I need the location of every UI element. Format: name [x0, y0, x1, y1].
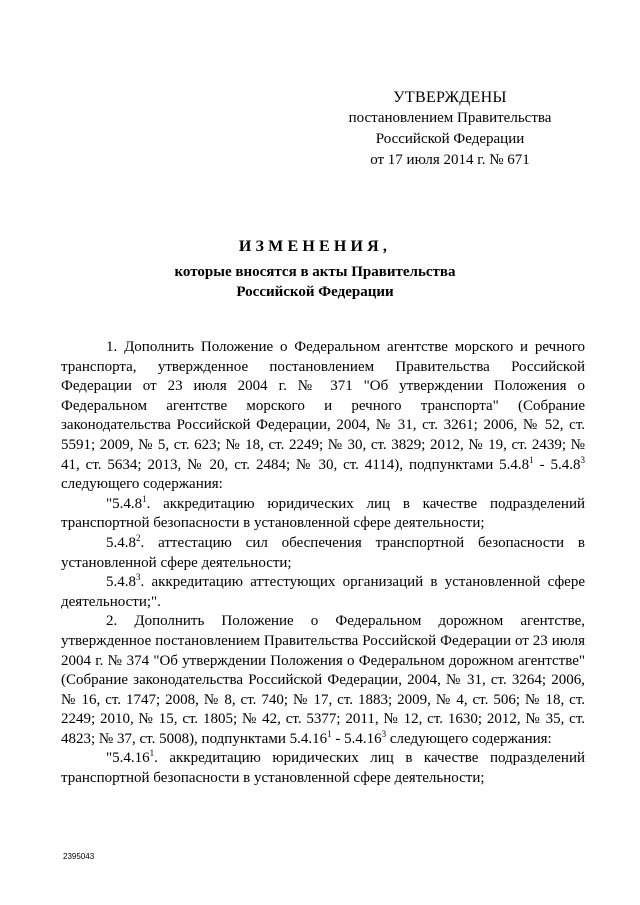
title-subtitle-2: Российской Федерации: [236, 284, 394, 300]
paragraph-6: [61, 749, 585, 788]
approval-line-3: от 17 июля 2014 г. № 671: [370, 152, 530, 168]
paragraph-1-sup-b: 3: [580, 454, 585, 465]
paragraph-5-text: 2. Дополнить Положение о Федеральном дорожном агентстве, утвержденное постановлением Правительства Российской Федерации от 23 июля 2004 г. № 374 "Об утверждении Положения о Федеральном дорожном агентстве" (Собрание законодательства Российской Федерации, 2004, № 31, ст. 3264; 2006, № 16, ст. 1747; 2008, № 8, ст. 740; № 17, ст. 1883; 2009, № 4, ст. 506; № 18, ст. 2249; 2010, № 15, ст. 1805; № 42, ст. 5377; 2011, № 12, ст. 1630; 2012, № 35, ст. 4823; № 37, ст. 5008), подпунктами 5.4.16: [61, 613, 585, 747]
paragraph-1: [61, 338, 585, 495]
paragraph-4: [61, 573, 585, 612]
approval-block: [330, 87, 570, 171]
paragraph-3-sup: 2: [136, 532, 141, 543]
approval-heading: УТВЕРЖДЕНЫ: [393, 89, 507, 106]
title-main: ИЗМЕНЕНИЯ,: [238, 238, 392, 255]
paragraph-3-text: . аттестацию сил обеспечения транспортной безопасности в установленной сфере деятельности;: [61, 534, 585, 571]
paragraph-3-start: 5.4.8: [106, 534, 136, 551]
paragraph-5: [61, 612, 585, 749]
paragraph-3: [61, 534, 585, 573]
paragraph-1-sup-a: 1: [529, 454, 534, 465]
document-title: [60, 236, 570, 302]
paragraph-2-start: "5.4.8: [106, 495, 143, 512]
paragraph-6-start: "5.4.16: [106, 750, 150, 767]
paragraph-2: [61, 495, 585, 534]
paragraph-4-sup: 3: [136, 572, 141, 583]
paragraph-2-sup: 1: [142, 493, 147, 504]
approval-line-1: постановлением Правительства: [348, 110, 552, 126]
paragraph-5-sup-b: 3: [381, 728, 387, 739]
paragraph-2-text: . аккредитацию юридических лиц в качестве подразделений транспортной безопасности в установленной сфере деятельности;: [61, 495, 585, 532]
document-body: [61, 338, 585, 789]
paragraph-5-sup-a: 1: [327, 728, 332, 739]
document-number: 2395043: [63, 852, 95, 861]
paragraph-1-end: следующего содержания:: [61, 476, 223, 493]
paragraph-5-end: следующего содержания:: [386, 730, 552, 747]
paragraph-4-text: . аккредитацию аттестующих организаций в установленной сфере деятельности;".: [61, 574, 585, 610]
paragraph-5-mid: - 5.4.16: [331, 730, 382, 747]
title-subtitle-1: которые вносятся в акты Правительства: [174, 264, 456, 280]
paragraph-1-text: 1. Дополнить Положение о Федеральном агентстве морского и речного транспорта, утвержденное постановлением Правительства Российской Федерации от 23 июля 2004 г. № 371 "Об утверждении Положения о Федеральном агентстве морского и речного транспорта" (Собрание законодательства Российской Федерации, 2004, № 31, ст. 3261; 2006, № 52, ст. 5591; 2009, № 5, ст. 623; № 18, ст. 2249; № 30, ст. 3829; 2012, № 19, ст. 2439; № 41, ст. 5634; 2013, № 20, ст. 2484; № 30, ст. 4114), подпунктами 5.4.8: [61, 339, 585, 473]
paragraph-6-sup: 1: [149, 748, 155, 759]
approval-line-2: Российской Федерации: [375, 131, 525, 147]
paragraph-1-mid: - 5.4.8: [533, 456, 581, 473]
paragraph-4-start: 5.4.8: [106, 574, 136, 591]
paragraph-6-text: . аккредитацию юридических лиц в качестве подразделений транспортной безопасности в установленной сфере деятельности;: [61, 750, 585, 787]
